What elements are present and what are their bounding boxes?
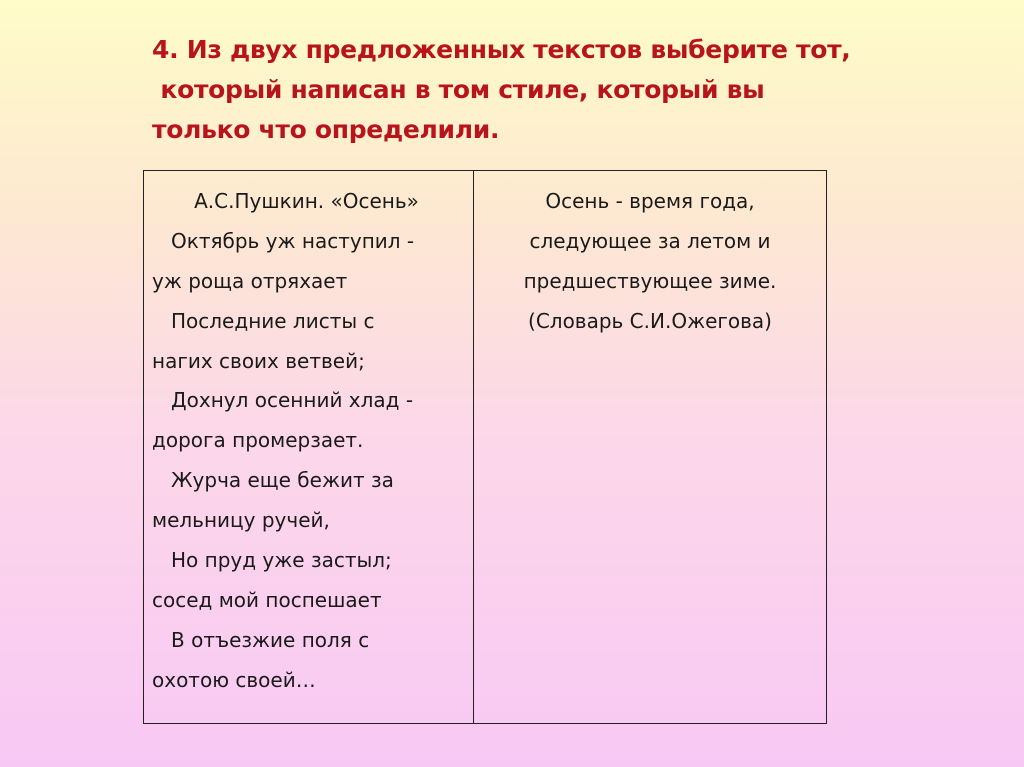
definition-line: следующее за летом и <box>529 228 771 253</box>
definition-source: (Словарь С.И.Ожегова) <box>528 308 772 333</box>
title-line: только что определили. <box>152 115 500 144</box>
poem-heading: А.С.Пушкин. «Осень» <box>194 189 419 213</box>
poem-line: Последние листы с <box>171 308 375 333</box>
poem-line: уж роща отряхает <box>152 268 348 293</box>
poem-line: Журча еще бежит за <box>171 468 394 493</box>
poem-line: нагих своих ветвей; <box>152 348 365 373</box>
poem-line: сосед мой поспешает <box>152 587 382 612</box>
title-line: который написан в том стиле, который вы <box>152 75 765 104</box>
poem-line: Дохнул осенний хлад - <box>171 388 414 413</box>
definition-line: Осень - время года, <box>545 189 755 213</box>
poem-line: Но пруд уже застыл; <box>171 548 392 573</box>
definition-line: предшествующее зиме. <box>523 268 777 293</box>
slide-title <box>152 30 912 150</box>
poem-line: охотою своей… <box>152 667 316 692</box>
comparison-table <box>143 170 827 724</box>
poem-line: мельницу ручей, <box>152 508 330 533</box>
poem-line: В отъезжие поля с <box>171 627 370 652</box>
poem-line: дорога промерзает. <box>152 428 364 453</box>
pushkin-text-cell <box>144 171 474 723</box>
dictionary-text-cell <box>474 171 826 723</box>
title-line: 4. Из двух предложенных текстов выберите тот, <box>152 35 851 64</box>
poem-line: Октябрь уж наступил - <box>171 228 415 253</box>
